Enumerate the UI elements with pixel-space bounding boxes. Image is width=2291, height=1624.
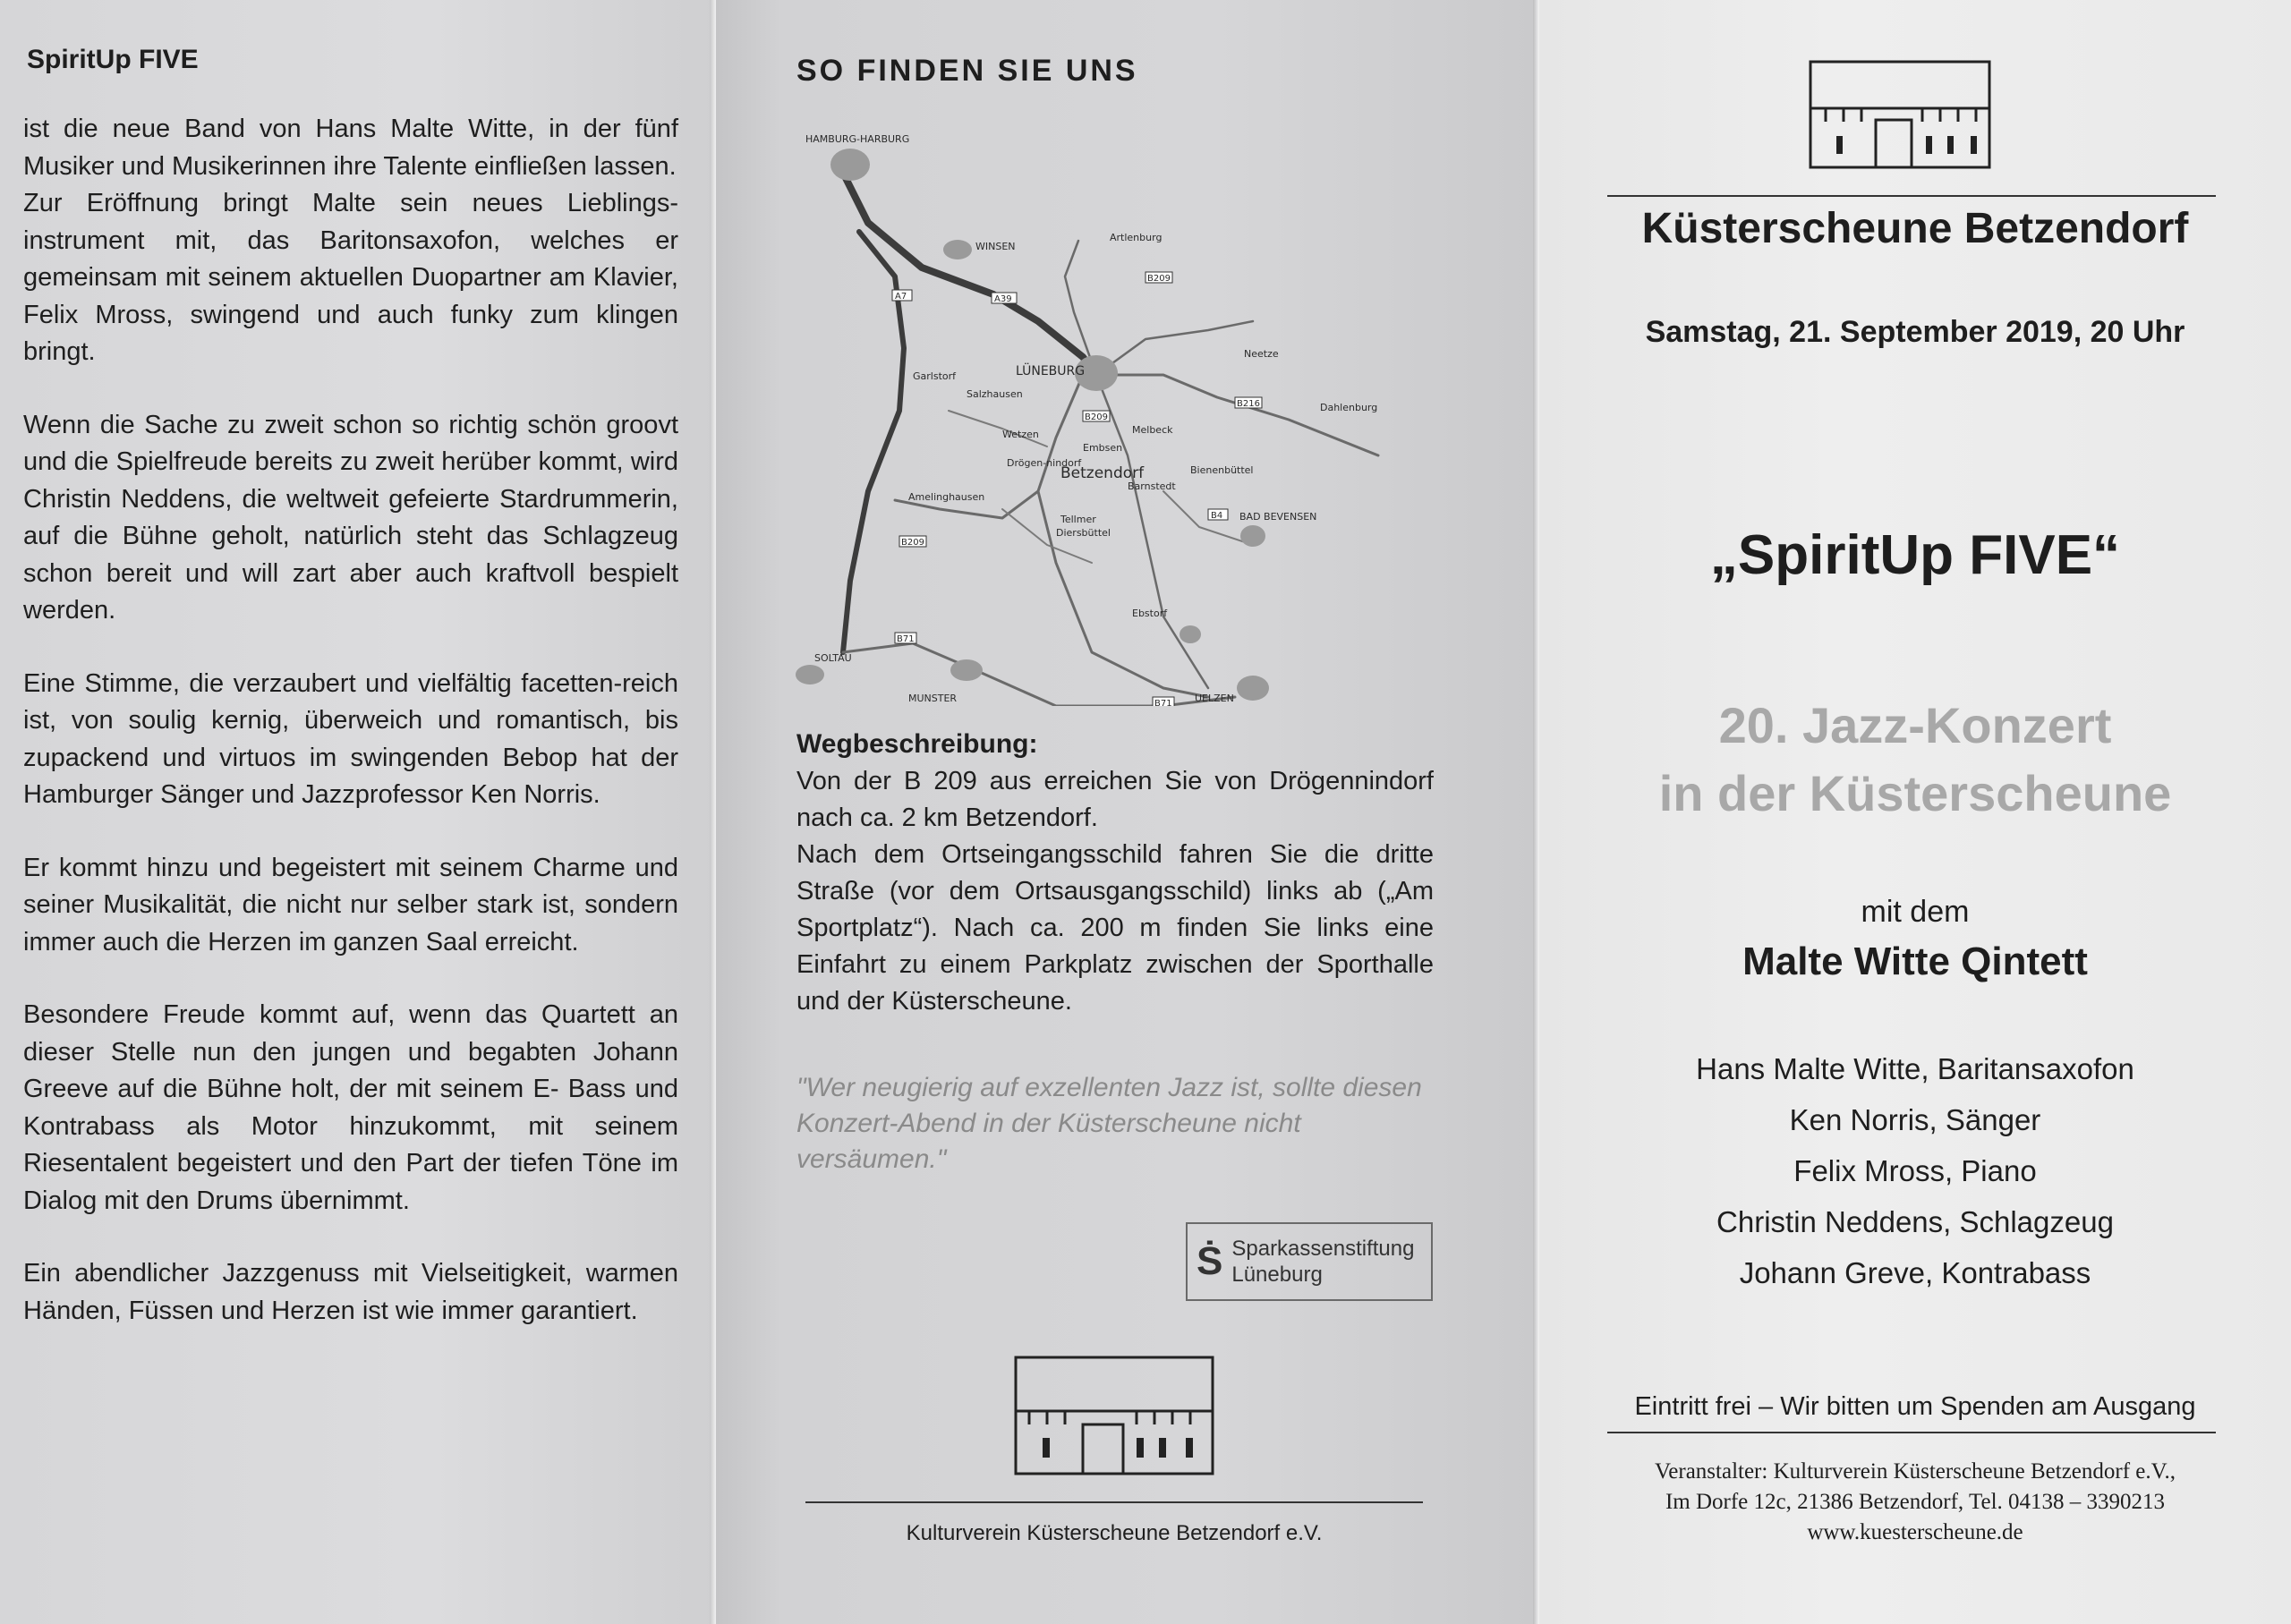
road-label-b209-center: B209 xyxy=(1085,412,1108,422)
road-label-b71-east: B71 xyxy=(1154,699,1172,706)
entry-info: Eintritt frei – Wir bitten um Spenden am Ausgang xyxy=(1634,1392,2196,1421)
map-label-ebstorf: Ebstorf xyxy=(1132,608,1168,619)
map-label-bienenbuettel: Bienenbüttel xyxy=(1190,464,1254,476)
map-label-diersbuettel: Diersbüttel xyxy=(1056,527,1111,539)
event-date: Samstag, 21. September 2019, 20 Uhr xyxy=(1645,315,2185,349)
map-label-betzendorf: Betzendorf xyxy=(1060,464,1145,482)
map-label-munster: MUNSTER xyxy=(908,693,958,704)
map-label-soltau: SOLTAU xyxy=(814,652,852,664)
map-label-melbeck: Melbeck xyxy=(1132,424,1173,436)
map-label-hamburg: HAMBURG-HARBURG xyxy=(805,133,910,145)
road-label-b209-west: B209 xyxy=(901,538,924,548)
map-label-dahlenburg: Dahlenburg xyxy=(1320,402,1378,413)
club-name: Kulturverein Küsterscheune Betzendorf e.V. xyxy=(906,1521,1323,1545)
sponsor-logo xyxy=(1186,1222,1433,1301)
map-label-salzhausen: Salzhausen xyxy=(967,388,1023,400)
route-map xyxy=(788,115,1477,706)
road-label-b216: B216 xyxy=(1237,399,1260,409)
map-label-amelinghausen: Amelinghausen xyxy=(908,491,985,503)
road-label-a39: A39 xyxy=(994,294,1012,304)
road-label-b4: B4 xyxy=(1211,511,1223,521)
map-label-bad-bevensen: BAD BEVENSEN xyxy=(1239,511,1317,523)
paragraph-intro: ist die neue Band von Hans Malte Witte, in der fünf Musiker und Musikerinnen ihre Talente einfließen lassen. Zur Eröffnung bringt Malte sein neues Lieblings-instrument mit, das Baritonsaxofon, welches er gemeinsam mit seinem aktuellen Duopartner am Klavier, Felix Mross, swingend und auch funky zum klingen bringt. xyxy=(23,115,678,366)
sponsor-city: Lüneburg xyxy=(1231,1263,1323,1287)
sponsor-name: Sparkassenstiftung xyxy=(1231,1237,1415,1261)
map-label-embsen: Embsen xyxy=(1083,442,1123,454)
concert-title xyxy=(1539,692,2291,828)
map-label-neetze: Neetze xyxy=(1244,348,1279,360)
band-name: „SpiritUp FIVE“ xyxy=(1709,524,2121,586)
right-panel xyxy=(1539,0,2291,1624)
directions-heading: SO FINDEN SIE UNS xyxy=(796,54,1138,88)
with-label: mit dem xyxy=(1861,895,1970,929)
paragraph-closing: Ein abendlicher Jazzgenuss mit Vielseitigkeit, warmen Händen, Füssen und Herzen ist wie immer garantiert. xyxy=(23,1259,678,1325)
map-label-wetzen: Wetzen xyxy=(1002,429,1039,440)
paragraph-bass: Besondere Freude kommt auf, wenn das Quartett an dieser Stelle nun den jungen und begabten Johann Greeve auf die Bühne holt, der mit seinem E- Bass und Kontrabass als Motor hinzukommt, mit seinem Riesentalent begeistert und den Part der tiefen Töne im Dialog mit den Drums übernimmt. xyxy=(23,1000,678,1215)
organizer-address: Im Dorfe 12c, 21386 Betzendorf, Tel. 04138 – 3390213 xyxy=(1665,1490,2166,1514)
venue-name: Küsterscheune Betzendorf xyxy=(1641,205,2189,252)
organizer-line1: Veranstalter: Kulturverein Küsterscheune Betzendorf e.V., xyxy=(1655,1459,2176,1484)
middle-panel xyxy=(716,0,1539,1624)
road-label-b71-west: B71 xyxy=(897,634,915,644)
member-witte: Hans Malte Witte, Baritansaxofon xyxy=(1696,1052,2134,1085)
map-label-winsen: WINSEN xyxy=(975,241,1016,252)
venue-divider xyxy=(1607,195,2216,197)
paragraph-charm: Er kommt hinzu und begeistert mit seinem Charme und seiner Musikalität, die nicht nur selber stark ist, sondern immer auch die Herzen im ganzen Saal erreicht. xyxy=(23,853,678,957)
map-label-garlstorf: Garlstorf xyxy=(913,370,957,382)
map-label-barnstedt: Barnstedt xyxy=(1128,480,1176,492)
paragraph-voice: Eine Stimme, die verzaubert und vielfältig facetten-reich ist, von soulig kernig, überweich und romantisch, bis zupackend und virtuos im swingenden Bebop hat der Hamburger Sänger und Jazzprofessor Ken Norris. xyxy=(23,668,678,809)
directions-title: Wegbeschreibung: xyxy=(796,729,1038,759)
footer-divider xyxy=(805,1501,1423,1503)
band-title: SpiritUp FIVE xyxy=(27,45,199,74)
barn-icon xyxy=(1011,1353,1217,1478)
map-label-droegennindorf: Drögen-nindorf xyxy=(1007,457,1082,469)
road-label-a7: A7 xyxy=(895,292,907,302)
organizer-divider xyxy=(1607,1432,2216,1433)
member-greve: Johann Greve, Kontrabass xyxy=(1739,1256,2091,1289)
sponsor-quote: "Wer neugierig auf exzellenten Jazz ist, sollte diesen Konzert-Abend in der Küsterscheune nicht versäumen." xyxy=(796,1073,1422,1174)
organizer-website[interactable]: www.kuesterscheune.de xyxy=(1807,1520,2023,1544)
barn-logo-icon xyxy=(1806,57,1994,172)
concert-title-line1: 20. Jazz-Konzert xyxy=(1718,697,2112,753)
map-label-tellmer: Tellmer xyxy=(1060,514,1096,525)
organizer-info xyxy=(1539,1457,2291,1548)
sparkasse-icon: Ṡ xyxy=(1197,1239,1223,1283)
road-label-b209-north: B209 xyxy=(1147,274,1171,284)
left-panel xyxy=(0,0,716,1624)
paragraph-drums: Wenn die Sache zu zweit schon so richtig schön groovt und die Spielfreude bereits zu zweit herüber kommt, wird Christin Neddens, die weltweit gefeierte Stardrummerin, auf die Bühne geholt, natürlich steht das Schlagzeug schon bereit und will zart aber auch kraftvoll bespielt werden. xyxy=(23,410,678,625)
map-label-lueneburg: LÜNEBURG xyxy=(1016,364,1086,378)
member-neddens: Christin Neddens, Schlagzeug xyxy=(1716,1205,2114,1238)
road-a39 xyxy=(841,169,1096,375)
quintet-name: Malte Witte Qintett xyxy=(1742,940,2088,983)
member-norris: Ken Norris, Sänger xyxy=(1789,1103,2041,1136)
member-mross: Felix Mross, Piano xyxy=(1793,1154,2037,1187)
map-label-uelzen: UELZEN xyxy=(1195,693,1234,704)
directions-text: Von der B 209 aus erreichen Sie von Drögennindorf nach ca. 2 km Betzendorf. Nach dem Ortseingangsschild fahren Sie die dritte Straße (vor dem Ortsausgangsschild) links ab („Am Sportplatz“). Nach ca. 200 m finden Sie links eine Einfahrt zu einem Parkplatz zwischen der Sporthalle und der Küsterscheune. xyxy=(796,767,1434,1016)
map-label-artlenburg: Artlenburg xyxy=(1110,232,1163,243)
concert-title-line2: in der Küsterscheune xyxy=(1658,765,2172,821)
